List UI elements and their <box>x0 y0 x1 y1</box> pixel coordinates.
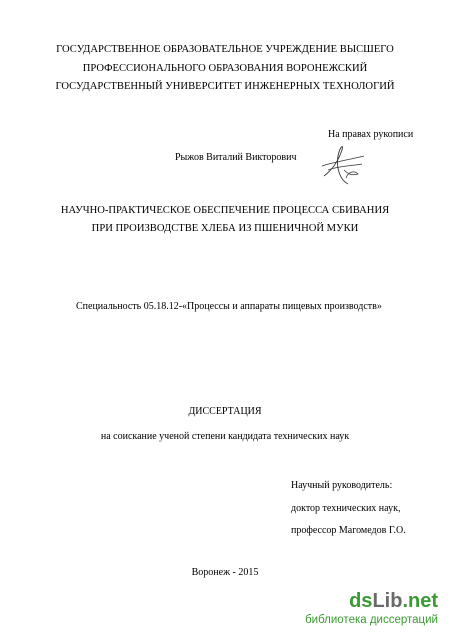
dslib-watermark <box>305 590 438 632</box>
watermark-ds: ds <box>349 590 373 612</box>
degree-line: на соискание ученой степени кандидата технических наук <box>100 431 350 442</box>
watermark-net: .net <box>402 590 438 612</box>
supervisor-degree: доктор технических наук, <box>291 503 401 514</box>
supervisor-label: Научный руководитель: <box>291 480 393 491</box>
institution-line-3: ГОСУДАРСТВЕННЫЙ УНИВЕРСИТЕТ ИНЖЕНЕРНЫХ ТЕХНОЛОГИЙ <box>55 81 395 92</box>
thesis-title-line-1: НАУЧНО-ПРАКТИЧЕСКОЕ ОБЕСПЕЧЕНИЕ ПРОЦЕССА СБИВАНИЯ <box>60 205 390 216</box>
manuscript-note: На правах рукописи <box>328 129 414 140</box>
institution-line-1: ГОСУДАРСТВЕННОЕ ОБРАЗОВАТЕЛЬНОЕ УЧРЕЖДЕНИЕ ВЫСШЕГО <box>56 44 394 55</box>
document-type: ДИССЕРТАЦИЯ <box>188 406 262 417</box>
supervisor-name: профессор Магомедов Г.О. <box>291 525 406 536</box>
specialty: Специальность 05.18.12-«Процессы и аппараты пищевых производств» <box>76 301 382 312</box>
place-year: Воронеж - 2015 <box>191 567 259 578</box>
institution-line-2: ПРОФЕССИОНАЛЬНОГО ОБРАЗОВАНИЯ ВОРОНЕЖСКИЙ <box>82 63 368 74</box>
watermark-lib: Lib <box>372 590 403 612</box>
author-name: Рыжов Виталий Викторович <box>175 152 297 163</box>
signature-image <box>318 140 368 188</box>
watermark-caption: библиотека диссертаций <box>305 614 438 626</box>
thesis-title-line-2: ПРИ ПРОИЗВОДСТВЕ ХЛЕБА ИЗ ПШЕНИЧНОЙ МУКИ <box>91 223 359 234</box>
watermark-logo <box>349 590 438 613</box>
